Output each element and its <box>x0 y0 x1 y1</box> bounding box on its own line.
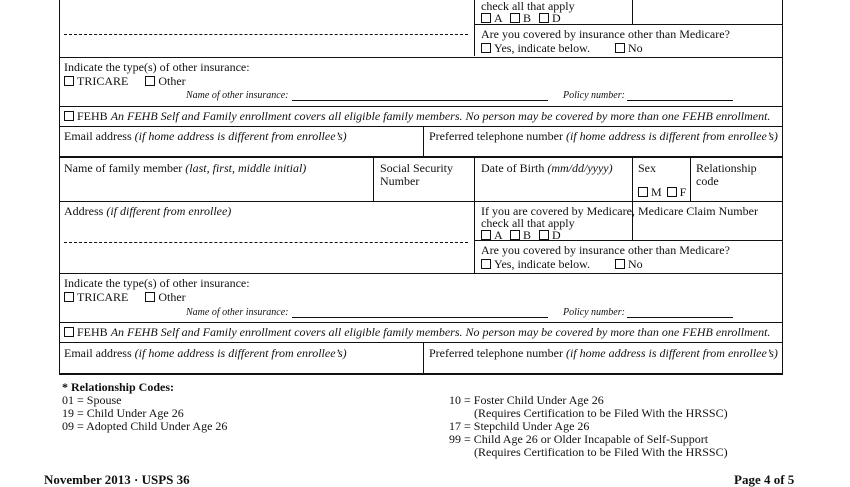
b2-part-a-label: A <box>494 228 503 242</box>
b2-ssn-line2: Number <box>380 174 420 188</box>
b1-phone-label-text: Preferred telephone number <box>429 129 563 143</box>
b2-sex-options <box>638 186 686 199</box>
b2-tricare-label: TRICARE <box>77 290 129 304</box>
b1-part-a-checkbox[interactable] <box>481 13 491 23</box>
b2-ssn-line1: Social Security <box>380 161 453 175</box>
b2-medicare-line1: If you are covered by Medicare, <box>481 204 635 218</box>
b2-policy-number-label: Policy number: <box>563 307 625 318</box>
b2-divider-dob <box>474 157 475 273</box>
b2-phone-label-text: Preferred telephone number <box>429 346 563 360</box>
codes-title: * Relationship Codes: <box>62 380 175 394</box>
b2-address-note: (if different from enrollee) <box>106 204 232 218</box>
b1-other-checkbox[interactable] <box>145 76 155 86</box>
code-left-2: 19 = Child Under Age 26 <box>62 406 184 420</box>
code-left-3: 09 = Adopted Child Under Age 26 <box>62 419 228 433</box>
b2-yes-checkbox[interactable] <box>481 259 491 269</box>
b2-part-b-checkbox[interactable] <box>510 230 520 240</box>
b1-row-line-1 <box>59 57 782 58</box>
b1-no-label: No <box>628 41 643 55</box>
b2-name-other-insurance-field[interactable] <box>292 307 548 318</box>
b2-no-checkbox[interactable] <box>615 259 625 269</box>
b2-sex-label: Sex <box>638 161 656 175</box>
b2-row-line-3 <box>59 322 782 323</box>
b1-phone-label <box>429 130 778 143</box>
b2-yes-label: Yes, indicate below. <box>494 257 590 271</box>
b1-tricare-label: TRICARE <box>77 74 129 88</box>
b2-name-label <box>64 162 306 175</box>
b1-fehb-checkbox[interactable] <box>64 111 74 121</box>
code-left-1: 01 = Spouse <box>62 393 122 407</box>
b1-email-label <box>64 130 347 143</box>
b2-phone-label <box>429 347 778 360</box>
b2-other-insurance-answers <box>481 258 643 271</box>
b2-part-d-label: D <box>552 228 561 242</box>
b1-part-d-label: D <box>552 11 561 25</box>
b1-row-line-2 <box>59 106 782 107</box>
code-right-1: 10 = Foster Child Under Age 26 <box>449 393 604 407</box>
b1-tricare-checkbox[interactable] <box>64 76 74 86</box>
b1-yes-label: Yes, indicate below. <box>494 41 590 55</box>
b2-other-checkbox[interactable] <box>145 292 155 302</box>
b1-policy-number-label: Policy number: <box>563 90 625 101</box>
b2-row-line-2 <box>59 273 782 274</box>
b1-name-other-insurance-field[interactable] <box>292 90 548 101</box>
b1-row-line-3 <box>59 126 782 127</box>
b2-other-insurance-question: Are you covered by insurance other than Medicare? <box>481 243 730 257</box>
b2-fehb-note: An FEHB Self and Family enrollment covers all eligible family members. No person may be covered by more than one FEHB enrollment. <box>110 325 771 339</box>
b2-rel-line1: Relationship <box>696 161 757 175</box>
b2-dob-label-text: Date of Birth <box>481 161 545 175</box>
code-right-3: 99 = Child Age 26 or Older Incapable of Self-Support <box>449 432 709 446</box>
b2-sex-m-label: M <box>651 185 662 199</box>
b1-email-phone-divider <box>423 126 424 156</box>
b1-part-a-label: A <box>494 11 503 25</box>
footer-right: Page 4 of 5 <box>734 472 795 487</box>
b1-phone-note: (if home address is different from enrollee’s) <box>565 129 778 143</box>
code-right-3-sub: (Requires Certification to be Filed With the HRSSC) <box>474 445 728 459</box>
b1-other-label: Other <box>158 74 186 88</box>
b1-part-b-label: B <box>523 11 532 25</box>
b2-divider-rel <box>690 157 691 201</box>
code-right-1-sub: (Requires Certification to be Filed With the HRSSC) <box>474 406 728 420</box>
b2-no-label: No <box>628 257 643 271</box>
b2-address-label-text: Address <box>64 204 104 218</box>
b1-medicare-row-bottom <box>474 24 782 25</box>
b1-other-insurance-answers <box>481 42 643 55</box>
b2-types-label: Indicate the type(s) of other insurance: <box>64 276 250 290</box>
b2-email-phone-divider <box>423 342 424 374</box>
b1-types-label: Indicate the type(s) of other insurance: <box>64 60 250 74</box>
b1-medicare-check-line: check all that apply <box>481 0 575 13</box>
b2-tricare-checkbox[interactable] <box>64 292 74 302</box>
form-bottom-border <box>59 373 783 375</box>
b2-types-options <box>64 291 186 304</box>
b1-no-checkbox[interactable] <box>615 43 625 53</box>
b2-divider-ssn <box>373 157 374 201</box>
b1-email-label-text: Email address <box>64 129 132 143</box>
b2-part-a-checkbox[interactable] <box>481 230 491 240</box>
b2-other-label: Other <box>158 290 186 304</box>
b2-row-line-4 <box>59 342 782 343</box>
b2-sex-f-checkbox[interactable] <box>667 187 677 197</box>
code-right-2: 17 = Stepchild Under Age 26 <box>449 419 590 433</box>
b2-email-note: (if home address is different from enrollee’s) <box>134 346 347 360</box>
b2-name-label-text: Name of family member <box>64 161 183 175</box>
b2-row-line-1 <box>59 201 782 202</box>
b1-types-options <box>64 75 186 88</box>
b2-email-label-text: Email address <box>64 346 132 360</box>
b2-fehb-line <box>64 326 770 339</box>
block-separator <box>59 156 783 158</box>
b1-policy-number-field[interactable] <box>627 90 733 101</box>
b2-dob-label <box>481 162 613 175</box>
b2-sex-m-checkbox[interactable] <box>638 187 648 197</box>
b2-name-note: (last, first, middle initial) <box>185 161 307 175</box>
b2-part-b-label: B <box>523 228 532 242</box>
b2-claim-label: Medicare Claim Number <box>638 204 758 218</box>
footer-left: November 2013 · USPS 36 <box>44 472 190 487</box>
b1-other-insurance-question: Are you covered by insurance other than Medicare? <box>481 27 730 41</box>
b2-email-label <box>64 347 347 360</box>
b2-medicare-line2: check all that apply <box>481 216 575 230</box>
b2-fehb-bold: FEHB <box>77 325 108 339</box>
b2-medicare-row-bottom <box>474 240 782 241</box>
b2-rel-line2: code <box>696 174 719 188</box>
b1-fehb-note: An FEHB Self and Family enrollment covers all eligible family members. No person may be covered by more than one FEHB enrollment. <box>110 109 771 123</box>
b2-fehb-checkbox[interactable] <box>64 327 74 337</box>
b2-phone-note: (if home address is different from enrollee’s) <box>565 346 778 360</box>
b1-fehb-bold: FEHB <box>77 109 108 123</box>
b2-sex-f-label: F <box>679 185 687 199</box>
b2-name-other-insurance-label: Name of other insurance: <box>186 307 289 318</box>
b2-address-label <box>64 205 231 218</box>
b1-address-dashed-line <box>64 34 468 35</box>
b2-address-dashed-line <box>64 242 468 243</box>
b1-yes-checkbox[interactable] <box>481 43 491 53</box>
form-right-border <box>782 0 783 374</box>
b1-divider-claim <box>632 0 633 24</box>
b2-dob-note: (mm/dd/yyyy) <box>547 161 613 175</box>
b1-fehb-line <box>64 110 770 123</box>
b2-policy-number-field[interactable] <box>627 307 733 318</box>
b1-part-b-checkbox[interactable] <box>510 13 520 23</box>
b1-divider-medicare <box>474 0 475 56</box>
b1-part-d-checkbox[interactable] <box>539 13 549 23</box>
b1-email-note: (if home address is different from enrollee’s) <box>134 129 347 143</box>
b2-part-d-checkbox[interactable] <box>539 230 549 240</box>
b2-divider-sex <box>632 157 633 240</box>
b1-name-other-insurance-label: Name of other insurance: <box>186 90 289 101</box>
